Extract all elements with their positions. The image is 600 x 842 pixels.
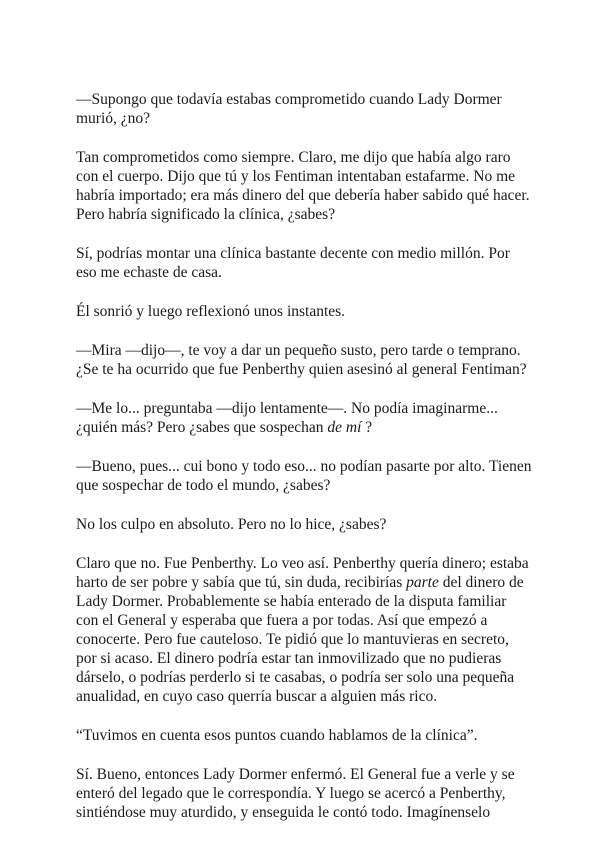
paragraph-text: —Supongo que todavía estabas comprometido cuando Lady Dormer murió, ¿no? (76, 91, 502, 127)
paragraph-text-before: —Me lo... preguntaba —dijo lentamente—. No podía imaginarme... ¿quién más? Pero ¿sabes que sospechan (76, 400, 498, 436)
paragraph-text: Sí. Bueno, entonces Lady Dormer enfermó. El General fue a verle y se enteró del legado que le correspondía. Y luego se acercó a Penberthy, sintiéndose muy aturdido, y enseguida le contó todo. Imagínenselo (76, 766, 515, 821)
paragraph-text: —Bueno, pues... cui bono y todo eso... no podían pasarte por alto. Tienen que sospechar de todo el mundo, ¿sabes? (76, 458, 532, 494)
paragraph-emphasis: parte (406, 574, 439, 591)
paragraph-10 (76, 726, 532, 745)
paragraph-6 (76, 399, 532, 437)
paragraph-5 (76, 341, 532, 379)
paragraph-11 (76, 765, 532, 822)
paragraph-text-after: del dinero de Lady Dormer. Probablemente se había enterado de la disputa familiar con el General y esperaba que fuera a por todas. Así que empezó a conocerte. Pero fue cauteloso. Te pidió que lo mantuvieras en secreto, por si acaso. El dinero podría estar tan inmovilizado que no pudieras dárselo, o podrías perderlo si te casabas, o podría ser solo una pequeña anualidad, en cuyo caso querría buscar a alguien más rico. (76, 574, 524, 705)
paragraph-text: —Mira —dijo—, te voy a dar un pequeño susto, pero tarde o temprano. ¿Se te ha ocurrido que fue Penberthy quien asesinó al general Fentiman? (76, 342, 527, 378)
paragraph-text: Sí, podrías montar una clínica bastante decente con medio millón. Por eso me echaste de casa. (76, 245, 510, 281)
page-body (76, 90, 532, 842)
paragraph-8 (76, 515, 532, 534)
paragraph-2 (76, 148, 532, 224)
paragraph-1 (76, 90, 532, 128)
paragraph-7 (76, 457, 532, 495)
paragraph-9 (76, 554, 532, 706)
paragraph-text: No los culpo en absoluto. Pero no lo hice, ¿sabes? (76, 516, 387, 533)
paragraph-text: “Tuvimos en cuenta esos puntos cuando hablamos de la clínica”. (76, 727, 478, 744)
paragraph-text: Él sonrió y luego reflexionó unos instantes. (76, 303, 346, 320)
paragraph-text: Tan comprometidos como siempre. Claro, me dijo que había algo raro con el cuerpo. Dijo que tú y los Fentiman intentaban estafarme. No me habría importado; era más dinero del que debería haber sabido qué hacer. Pero habría significado la clínica, ¿sabes? (76, 149, 530, 223)
paragraph-text-before: Claro que no. Fue Penberthy. Lo veo así. Penberthy quería dinero; estaba harto de ser pobre y sabía que tú, sin duda, recibirías (76, 555, 529, 591)
paragraph-4 (76, 302, 532, 321)
paragraph-text-after: ? (361, 419, 373, 436)
paragraph-3 (76, 244, 532, 282)
paragraph-emphasis: de mí (327, 419, 362, 436)
